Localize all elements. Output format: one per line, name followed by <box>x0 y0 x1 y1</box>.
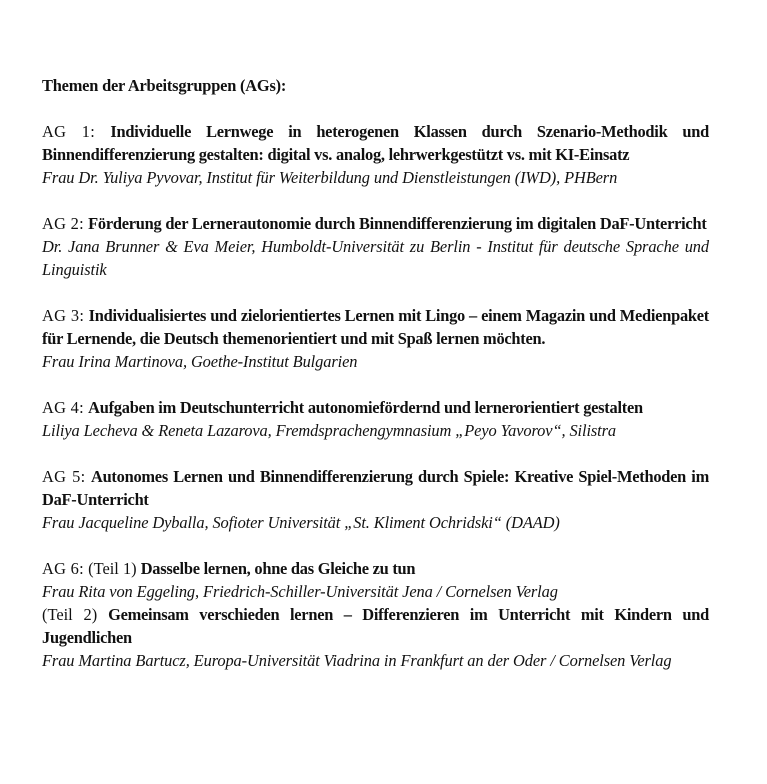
workgroup-label: AG 5: <box>42 467 86 486</box>
workgroup-part1-speaker: Frau Rita von Eggeling, Friedrich-Schiller-Universität Jena / Cornelsen Verlag <box>42 582 558 601</box>
document-page <box>42 74 709 695</box>
workgroup-title-line <box>42 212 709 235</box>
workgroup-label: AG 4: <box>42 398 85 417</box>
workgroup-part2-title-line <box>42 603 709 649</box>
workgroup-title: Individualisiertes und zielorientiertes Lernen mit Lingo – einem Magazin und Medienpaket für Lernende, die Deutsch themenorientiert und mit Spaß lernen möchten. <box>42 306 709 348</box>
workgroup-speaker: Dr. Jana Brunner & Eva Meier, Humboldt-Universität zu Berlin - Institut für deutsche Sprache und Linguistik <box>42 237 709 279</box>
workgroup-speaker: Frau Jacqueline Dyballa, Sofioter Universität „St. Kliment Ochridski“ (DAAD) <box>42 513 560 532</box>
workgroup-2 <box>42 212 709 281</box>
workgroup-label: AG 1: <box>42 122 96 141</box>
workgroup-label: AG 2: <box>42 214 85 233</box>
workgroup-title: Aufgaben im Deutschunterricht autonomiefördernd und lernerorientiert gestalten <box>88 398 643 417</box>
workgroup-part2-speaker: Frau Martina Bartucz, Europa-Universität Viadrina in Frankfurt an der Oder / Cornelsen Verlag <box>42 651 672 670</box>
workgroup-speaker: Liliya Lecheva & Reneta Lazarova, Fremdsprachengymnasium „Peyo Yavorov“, Silistra <box>42 421 617 440</box>
workgroup-part2-title: Gemeinsam verschieden lernen – Differenzieren im Unterricht mit Kindern und Jugendlichen <box>42 605 709 647</box>
workgroup-title-line <box>42 120 709 166</box>
document-heading: Themen der Arbeitsgruppen (AGs): <box>42 76 287 95</box>
part-label: (Teil 2) <box>42 605 98 624</box>
workgroup-label: AG 6: <box>42 559 85 578</box>
workgroup-title: Individuelle Lernwege in heterogenen Klassen durch Szenario-Methodik und Binnendifferenzierung gestalten: digital vs. analog, lehrwerkgestützt vs. mit KI-Einsatz <box>42 122 709 164</box>
workgroup-6 <box>42 557 709 672</box>
workgroup-title-line <box>42 396 709 419</box>
workgroup-title-line <box>42 465 709 511</box>
workgroup-speaker: Frau Dr. Yuliya Pyvovar, Institut für Weiterbildung und Dienstleistungen (IWD), PHBern <box>42 168 618 187</box>
workgroup-4 <box>42 396 709 442</box>
workgroup-5 <box>42 465 709 534</box>
workgroup-title: Förderung der Lernerautonomie durch Binnendifferenzierung im digitalen DaF-Unterricht <box>88 214 707 233</box>
workgroup-label: AG 3: <box>42 306 85 325</box>
workgroup-title: Autonomes Lernen und Binnendifferenzierung durch Spiele: Kreative Spiel-Methoden im DaF-Unterricht <box>42 467 709 509</box>
workgroup-1 <box>42 120 709 189</box>
workgroup-part1-title-line <box>42 557 709 580</box>
workgroup-speaker: Frau Irina Martinova, Goethe-Institut Bulgarien <box>42 352 358 371</box>
workgroup-3 <box>42 304 709 373</box>
part-label: (Teil 1) <box>88 559 137 578</box>
workgroup-part1-title: Dasselbe lernen, ohne das Gleiche zu tun <box>140 559 416 578</box>
workgroup-title-line <box>42 304 709 350</box>
